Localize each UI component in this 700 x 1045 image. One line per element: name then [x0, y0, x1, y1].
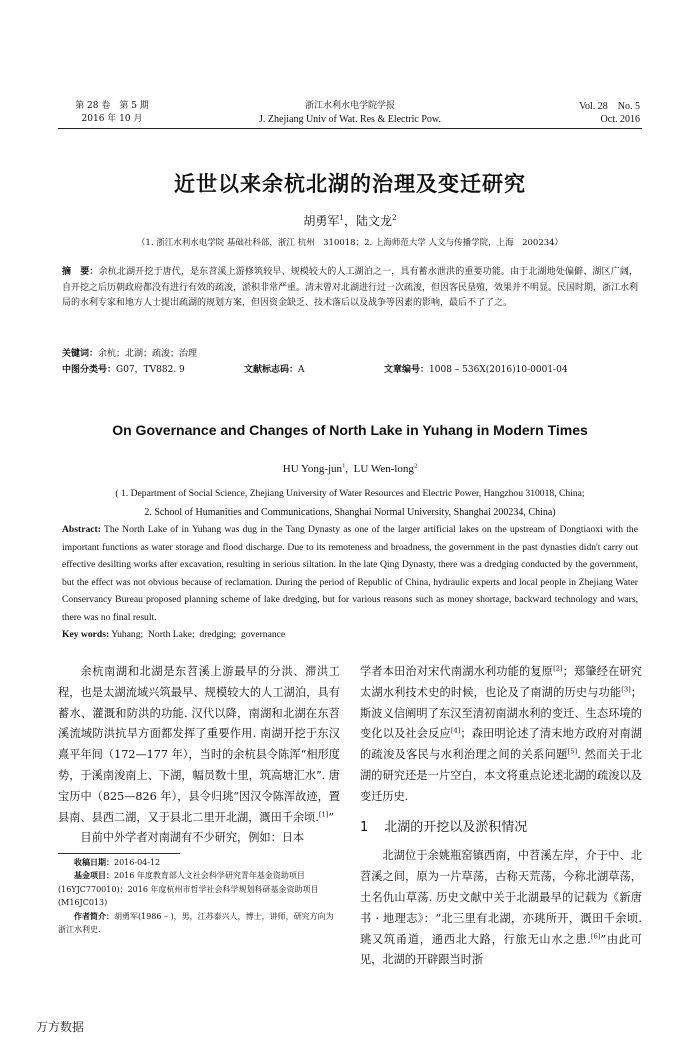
body-paragraph — [360, 662, 642, 808]
date-cn: 2016 年 10 月 — [81, 114, 143, 124]
volume-issue-en: Vol. 28 No. 5 — [579, 101, 640, 112]
affiliation-cn: （1. 浙江水利水电学院 基础社科部，浙江 杭州 310018；2. 上海师范大学 人文与传播学院，上海 200234） — [136, 238, 564, 248]
document-code — [244, 362, 305, 375]
doc-code-label: 文献标志码： — [244, 365, 299, 375]
article-number-label: 文章编号： — [384, 365, 430, 375]
journal-name-cn: 浙江水利水电学院学报 — [304, 101, 395, 111]
footnote-fund — [58, 869, 340, 909]
journal-name — [200, 100, 500, 126]
author-2-cn: 陆文龙 — [356, 214, 393, 228]
journal-volume-issue — [62, 100, 162, 126]
author-2-sup: 2 — [392, 213, 397, 222]
clc-value: G07，TV882. 9 — [116, 365, 185, 375]
body-text: 余杭南湖和北湖是东苕溪上游最早的分洪、滞洪工程，也是太湖流域兴筑最早、规模较大的人工湖泊，具有蓄水、灌溉和防洪的功能. 汉代以降，南湖和北湖在东苕溪流域防洪抗旱方面都发挥了重要作用. 南湖开挖于东汉熹平年间（172—177 年），当时的余杭县令陈浑“相形度势，于溪南浚南上、下湖，幅员数十里，筑高塘汇水”. 唐宝历中（825—826 年），县令归珧“因汉令陈浑故迹，置县南、县西二湖，又于县北二里开北湖，溉田千余顷. — [58, 665, 340, 824]
article-number-value: 1008 – 536X(2016)10-0001-04 — [429, 365, 568, 375]
body-text: . 然而关于北湖的研究还是一片空白，本文将重点论述北湖的疏浚以及变迁历史. — [360, 748, 642, 803]
abstract-cn-label: 摘 要： — [62, 267, 99, 277]
abstract-cn — [62, 265, 638, 312]
paper-title-en: On Governance and Changes of North Lake in Yuhang in Modern Times — [112, 422, 588, 438]
affiliation-en-line1: ( 1. Department of Social Science, Zhejiang University of Water Resources and Electric Power, Hangzhou 310018, China; — [115, 488, 585, 499]
received-value: 2016-04-12 — [114, 858, 161, 867]
abstract-en-label: Abstract: — [62, 524, 101, 535]
fund-label: 基金项目： — [74, 871, 114, 881]
citation-ref: [2] — [553, 664, 563, 673]
body-text: 学者本田治对宋代南湖水利功能的复原 — [360, 665, 554, 678]
author-en-separator: , — [345, 463, 354, 475]
keywords-cn — [62, 346, 197, 359]
article-number — [384, 362, 568, 375]
affiliation-en-line2: 2. School of Humanities and Communications, Shanghai Normal University, Shanghai 200234, China) — [144, 507, 556, 518]
authors-en — [0, 463, 700, 475]
section-title: 北湖的开挖以及淤积情况 — [384, 819, 528, 835]
citation-ref: [6] — [590, 931, 601, 940]
paper-title-cn: 近世以来余杭北湖的治理及变迁研究 — [174, 172, 526, 196]
section-number: 1 — [360, 819, 369, 835]
journal-name-en: J. Zhejiang Univ of Wat. Res & Electric Pow. — [259, 114, 441, 125]
watermark: 万方数据 — [36, 1020, 85, 1034]
citation-ref: [3] — [621, 685, 631, 694]
footnote-divider — [58, 853, 180, 854]
body-text: ”由此可见，北湖的开辟跟当时浙 — [360, 932, 642, 967]
doc-code-value: A — [298, 365, 305, 375]
body-right-column — [360, 662, 642, 971]
body-text: ；郑肇经在研究太湖水利技术史的时候，也论及了南湖的历史与功能 — [360, 665, 642, 699]
body-text: ” — [328, 810, 335, 824]
keywords-en-label: Key words: — [62, 629, 110, 640]
keywords-en-text: Yuhang; North Lake; dredging; governance — [109, 629, 286, 640]
citation-ref: [5] — [567, 747, 578, 756]
keywords-cn-label: 关键词： — [62, 349, 99, 359]
author-1-cn: 胡勇军 — [303, 214, 340, 228]
clc-number — [62, 362, 185, 375]
journal-volume-en — [579, 100, 640, 126]
footnote-received — [58, 856, 340, 869]
author-bio-label: 作者简介： — [74, 911, 114, 921]
clc-label: 中图分类号： — [62, 365, 117, 375]
author-1-en: HU Yong-jun — [282, 463, 343, 475]
author-bio-value: 胡勇军(1986 – )，男，江苏泰兴人，博士，讲师，研究方向为浙江水利史. — [58, 911, 334, 935]
abstract-cn-text: 余杭北湖开挖于唐代，是东苕溪上游修筑较早、规模较大的人工湖泊之一，具有蓄水泄洪的重要功能。由于北湖地处偏僻、湖区广阔，自开挖之后历朝政府都没有进行有效的疏浚，淤积非常严重。清末曾对北湖进行过一次疏浚，但因客民垦殖，效果并不明显。民国时期，浙江水利局的水利专家和地方人士提出疏湖的规划方案，但因资金缺乏、技术落后以及战争等因素的影响，最后不了了之。 — [62, 267, 639, 308]
author-2-en: LU Wen-long — [353, 463, 414, 475]
abstract-en-text: The North Lake of in Yuhang was dug in the Tang Dynasty as one of the larger artificial lakes on the upstream of Dongtiaoxi with the important functions as water storage and flood discharge. Due to its remoteness and broadness, the government in the past dynasties didn't carry out effective desilting works after excavation, resulting in serious siltation. In the late Qing Dynasty, there was a dredging conducted by the government, but the effect was not obvious because of reclamation. During the period of Republic of China, hydraulic experts and local people in Zhejiang Water Conservancy Bureau proposed planning scheme of lake dredging, but for various reasons such as money shortage, backward technology and wars, there was no final result. — [62, 524, 638, 623]
footnote-author — [58, 910, 340, 937]
body-paragraph — [58, 662, 340, 828]
author-2-en-sup: 2 — [413, 462, 418, 470]
citation-ref: [4] — [450, 726, 461, 735]
volume-issue-cn: 第 28 卷 第 5 期 — [75, 101, 149, 111]
affiliation-en — [62, 484, 638, 522]
keywords-cn-text: 余杭；北湖；疏浚；治理 — [98, 349, 198, 359]
fund-value: 2016 年度教育部人文社会科学研究青年基金资助项目(16YJC770010)；2016 年度杭州市哲学社会科学规划科研基金资助项目(M16JC013) — [58, 871, 319, 908]
received-label: 收稿日期： — [74, 858, 114, 867]
keywords-en — [62, 629, 285, 640]
author-separator: ， — [343, 214, 356, 228]
body-text: 北湖位于余姚瓶窑镇西南，中苕溪左岸，介于中、北苕溪之间，原为一片草荡，古称天荒荡，今称北湖草荡，土名仇山草荡. 历史文献中关于北湖最早的记载为《新唐书 · 地理志》：“北三里有北湖，亦珧所开，溉田千余顷. 珧又筑甬道，通西北大路，行旅无山水之患. — [360, 849, 642, 946]
author-1-en-sup: 1 — [342, 462, 346, 470]
body-text: ；斯波义信阐明了东汉至清初南湖水利的变迁、生态环境的变化以及社会反应 — [360, 685, 642, 741]
body-text: ；森田明论述了清末地方政府对南湖的疏浚及客民与水利治理之间的关系问题 — [360, 727, 642, 762]
author-1-sup: 1 — [339, 213, 344, 222]
citation-ref: [1] — [318, 809, 329, 818]
abstract-en — [62, 521, 638, 627]
date-en: Oct. 2016 — [600, 114, 640, 125]
section-heading — [360, 818, 642, 839]
body-paragraph — [360, 846, 642, 971]
footnotes — [58, 856, 340, 936]
body-paragraph: 目前中外学者对南湖有不少研究，例如：日本 — [80, 831, 305, 845]
header-divider — [58, 128, 642, 129]
authors-cn — [0, 212, 700, 229]
body-left-column — [58, 662, 340, 849]
